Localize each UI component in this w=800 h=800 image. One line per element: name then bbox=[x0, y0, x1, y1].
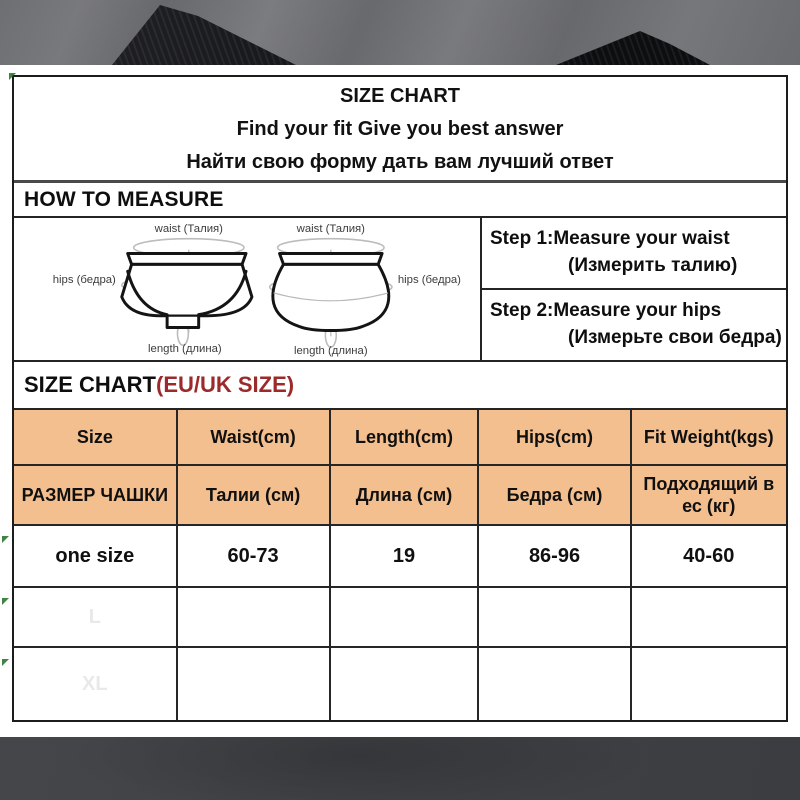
table-cell-ghost bbox=[178, 648, 331, 720]
waistband-back bbox=[280, 254, 383, 265]
green-corner-marker bbox=[2, 659, 9, 666]
table-cell-ghost bbox=[479, 588, 631, 648]
header-cell-weight: Fit Weight(kgs) bbox=[632, 410, 786, 466]
step-1 bbox=[482, 218, 786, 290]
green-corner-marker bbox=[9, 73, 16, 80]
step-2-text-ru: (Измерьте свои бедра) bbox=[568, 327, 782, 348]
header-cell-hips: Hips(cm) bbox=[479, 410, 631, 466]
size-chart-heading-red: (EU/UK SIZE) bbox=[156, 372, 295, 397]
title-block bbox=[14, 77, 786, 183]
table-cell-ghost bbox=[632, 648, 786, 720]
length-label-right: length (длина) bbox=[293, 345, 368, 358]
header-cell-waist-ru: Талии (см) bbox=[178, 466, 331, 526]
header-cell-hips-ru: Бедра (см) bbox=[479, 466, 631, 526]
header-cell-waist: Waist(cm) bbox=[178, 410, 331, 466]
measurement-diagram bbox=[14, 218, 480, 360]
how-to-measure-row bbox=[14, 183, 786, 218]
table-cell-ghost bbox=[331, 648, 480, 720]
table-cell-ghost bbox=[479, 648, 631, 720]
green-corner-marker bbox=[2, 598, 9, 605]
table-cell-ghost: XL bbox=[14, 648, 178, 720]
table-cell-ghost bbox=[178, 588, 331, 648]
hips-label-right: hips (бедра) bbox=[397, 274, 461, 287]
size-chart-heading-row bbox=[14, 362, 786, 410]
waist-label-left: waist (Талия) bbox=[154, 222, 223, 235]
measure-steps bbox=[480, 218, 786, 360]
header-cell-length-ru: Длина (см) bbox=[331, 466, 480, 526]
header-cell-size-ru: РАЗМЕР ЧАШКИ bbox=[14, 466, 178, 526]
size-chart-heading-black: SIZE CHART bbox=[24, 372, 156, 397]
step-2-text: Step 2:Measure your hips bbox=[490, 300, 722, 321]
page-title: SIZE CHART bbox=[340, 85, 460, 107]
size-chart-heading bbox=[24, 372, 294, 398]
step-1-text-ru: (Измерить талию) bbox=[568, 255, 738, 276]
table-cell-ghost bbox=[632, 588, 786, 648]
how-to-measure-heading: HOW TO MEASURE bbox=[24, 187, 224, 211]
green-corner-marker bbox=[2, 536, 9, 543]
header-cell-size: Size bbox=[14, 410, 178, 466]
table-cell-waist-value: 60-73 bbox=[178, 526, 331, 588]
subtitle-en: Find your fit Give you best answer bbox=[236, 118, 564, 140]
table-cell-ghost bbox=[331, 588, 480, 648]
waistband-front bbox=[128, 254, 246, 265]
header-cell-length: Length(cm) bbox=[331, 410, 480, 466]
waist-label-right: waist (Талия) bbox=[296, 222, 365, 235]
length-label-left: length (длина) bbox=[148, 343, 222, 356]
white-panel bbox=[0, 65, 800, 737]
size-chart-sheet bbox=[12, 75, 788, 722]
measure-section bbox=[14, 218, 786, 362]
size-table bbox=[14, 410, 786, 720]
table-cell-length-value: 19 bbox=[331, 526, 480, 588]
table-cell-hips-value: 86-96 bbox=[479, 526, 631, 588]
top-photo-background bbox=[0, 0, 800, 65]
step-2 bbox=[482, 290, 786, 360]
panty-diagram-svg bbox=[14, 218, 480, 360]
subtitle-ru: Найти свою форму дать вам лучший ответ bbox=[186, 151, 614, 173]
header-cell-weight-ru: Подходящий в ес (кг) bbox=[632, 466, 786, 526]
table-cell-weight-value: 40-60 bbox=[632, 526, 786, 588]
table-cell-ghost: L bbox=[14, 588, 178, 648]
hips-label-left: hips (бедра) bbox=[52, 274, 116, 287]
step-1-text: Step 1:Measure your waist bbox=[490, 228, 730, 249]
table-cell-size-value: one size bbox=[14, 526, 178, 588]
bottom-photo-background bbox=[0, 737, 800, 800]
